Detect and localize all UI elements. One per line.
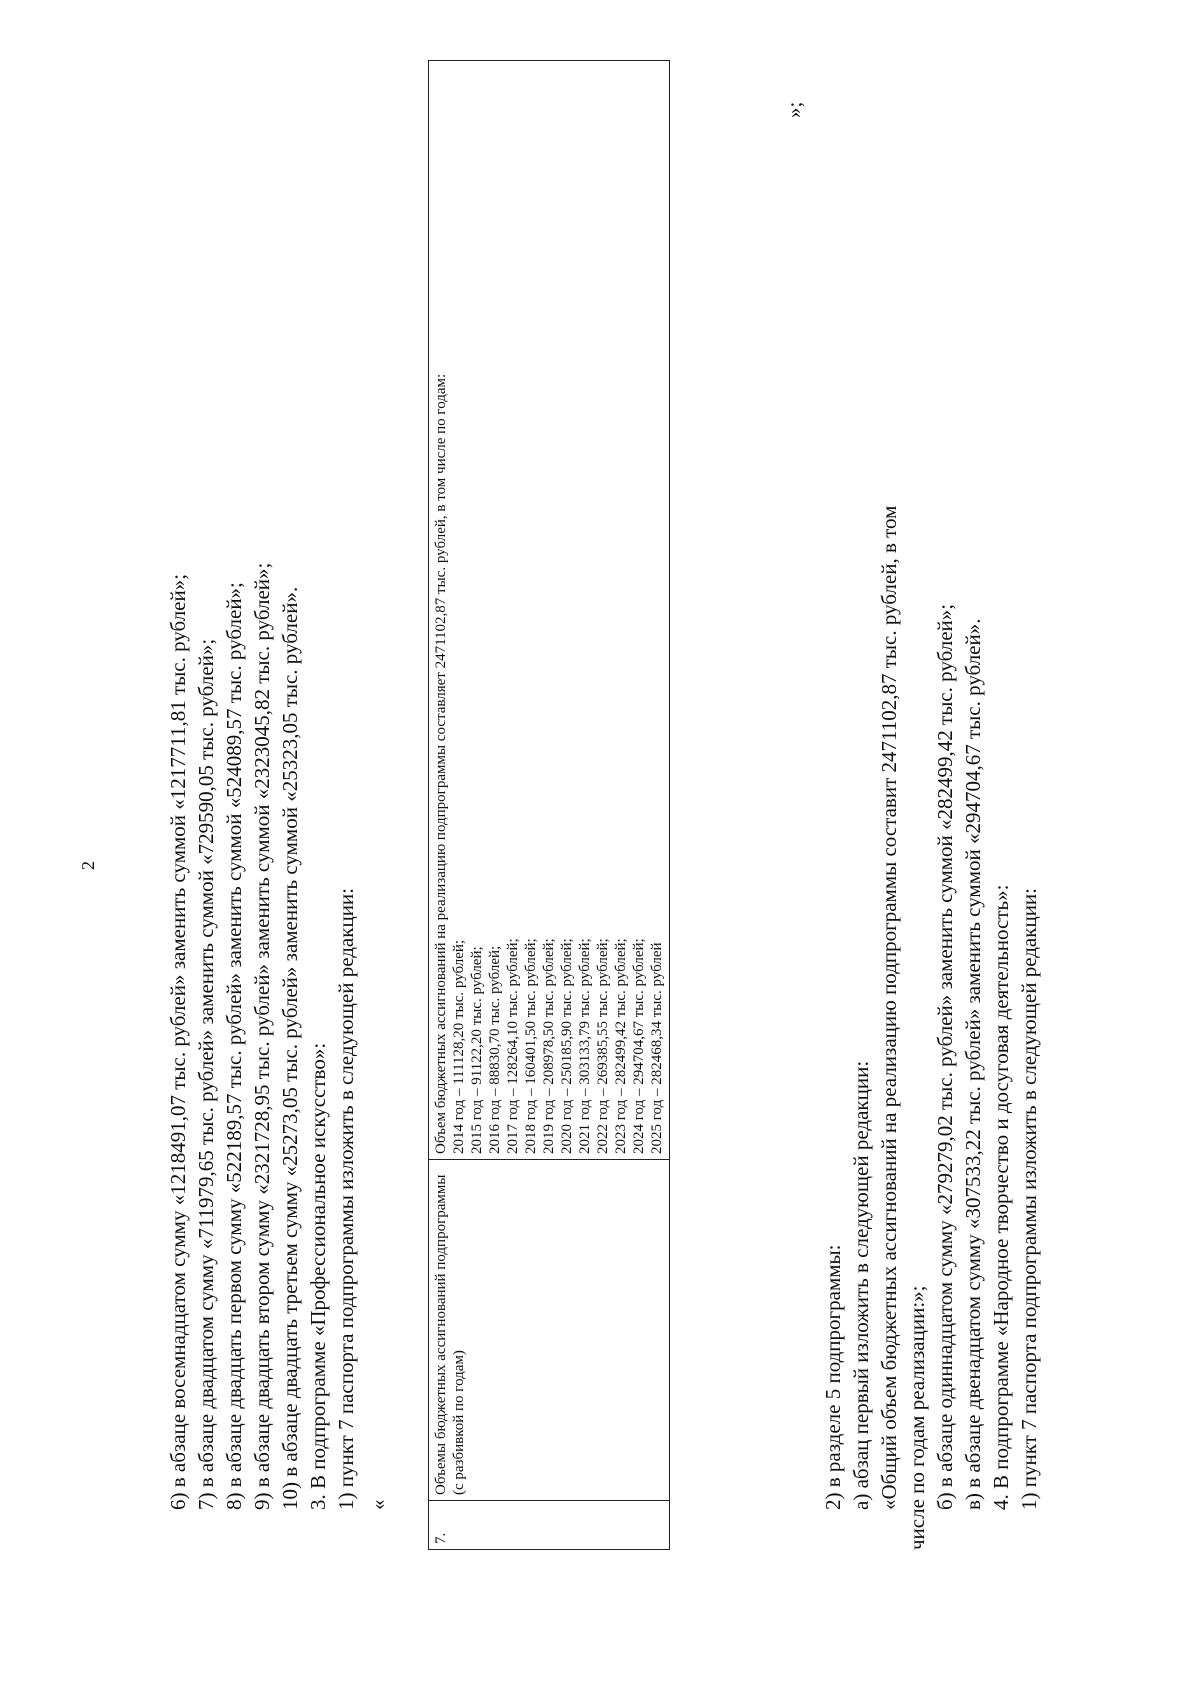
paragraph-item-7: 7) в абзаце двадцатом сумму «711979,65 тыс. рублей» заменить суммой «729590,05 тыс. рублей»; [194, 638, 218, 1510]
quote-close-mark: »; [782, 101, 806, 118]
year-line: 2017 год – 128264,10 тыс. рублей; [505, 938, 521, 1154]
table-row-number: 7. [429, 1501, 670, 1550]
paragraph-item-8: 8) в абзаце двадцать первом сумму «522189,57 тыс. рублей» заменить суммой «524089,57 тыс. рублей»; [222, 582, 246, 1510]
year-line: 2019 год – 208978,50 тыс. рублей; [541, 938, 557, 1154]
section-5-heading: 2) в разделе 5 подпрограммы: [821, 1244, 845, 1510]
paragraph-item-4-1: 1) пункт 7 паспорта подпрограммы изложить в следующей редакции: [1017, 887, 1041, 1510]
paragraph-item-b: б) в абзаце одиннадцатом сумму «279279,02 тыс. рублей» заменить суммой «282499,42 тыс. рублей»; [933, 603, 957, 1510]
paragraph-item-v: в) в абзаце двенадцатом сумму «307533,22 тыс. рублей» заменить суммой «294704,67 тыс. рублей». [961, 618, 985, 1510]
paragraph-item-3-1: 1) пункт 7 паспорта подпрограммы изложить в следующей редакции: [334, 887, 358, 1510]
paragraph-item-a: а) абзац первый изложить в следующей редакции: [849, 1060, 873, 1510]
page-number: 2 [78, 861, 98, 870]
paragraph-item-9: 9) в абзаце двадцать втором сумму «2321728,95 тыс. рублей» заменить суммой «2323045,82 тыс. рублей»; [250, 562, 274, 1510]
paragraph-item-6: 6) в абзаце восемнадцатом сумму «1218491,07 тыс. рублей» заменить суммой «1217711,81 тыс. рублей»; [166, 573, 190, 1510]
table-row-value [429, 61, 670, 1160]
passport-table [428, 60, 670, 1550]
paragraph-quote-continuation: числе по годам реализации:»; [905, 1285, 929, 1550]
paragraph-quote-first: «Общий объем бюджетных ассигнований на реализацию подпрограммы составит 2471102,87 тыс. рублей, в том [877, 505, 901, 1510]
year-line: 2014 год – 111128,20 тыс. рублей; [451, 939, 467, 1154]
year-line: 2023 год – 282499,42 тыс. рублей; [613, 938, 629, 1154]
year-line: 2021 год – 303133,79 тыс. рублей; [577, 938, 593, 1154]
budget-intro-text: Объем бюджетных ассигнований на реализацию подпрограммы составляет 2471102,87 тыс. рублей, в том числе по годам: [433, 373, 449, 1154]
year-line: 2025 год – 282468,34 тыс. рублей [649, 942, 665, 1154]
paragraph-item-10: 10) в абзаце двадцать третьем сумму «25273,05 тыс. рублей» заменить суммой «25323,05 тыс. рублей». [278, 586, 302, 1510]
year-line: 2022 год – 269385,55 тыс. рублей; [595, 938, 611, 1154]
table-row-label: Объемы бюджетных ассигнований подпрограммы (с разбивкой по годам) [429, 1160, 670, 1501]
year-line: 2016 год – 88830,70 тыс. рублей; [487, 945, 503, 1154]
subprogram-heading-3: 3. В подпрограмме «Профессиональное искусство»: [306, 1042, 330, 1510]
quote-open-mark: « [366, 1499, 390, 1510]
table-row [429, 61, 670, 1550]
year-line: 2020 год – 250185,90 тыс. рублей; [559, 938, 575, 1154]
subprogram-heading-4: 4. В подпрограмме «Народное творчество и досуговая деятельность»: [989, 884, 1013, 1510]
year-line: 2015 год – 91122,20 тыс. рублей; [469, 946, 485, 1154]
year-line: 2024 год – 294704,67 тыс. рублей; [631, 938, 647, 1154]
year-line: 2018 год – 160401,50 тыс. рублей; [523, 938, 539, 1154]
